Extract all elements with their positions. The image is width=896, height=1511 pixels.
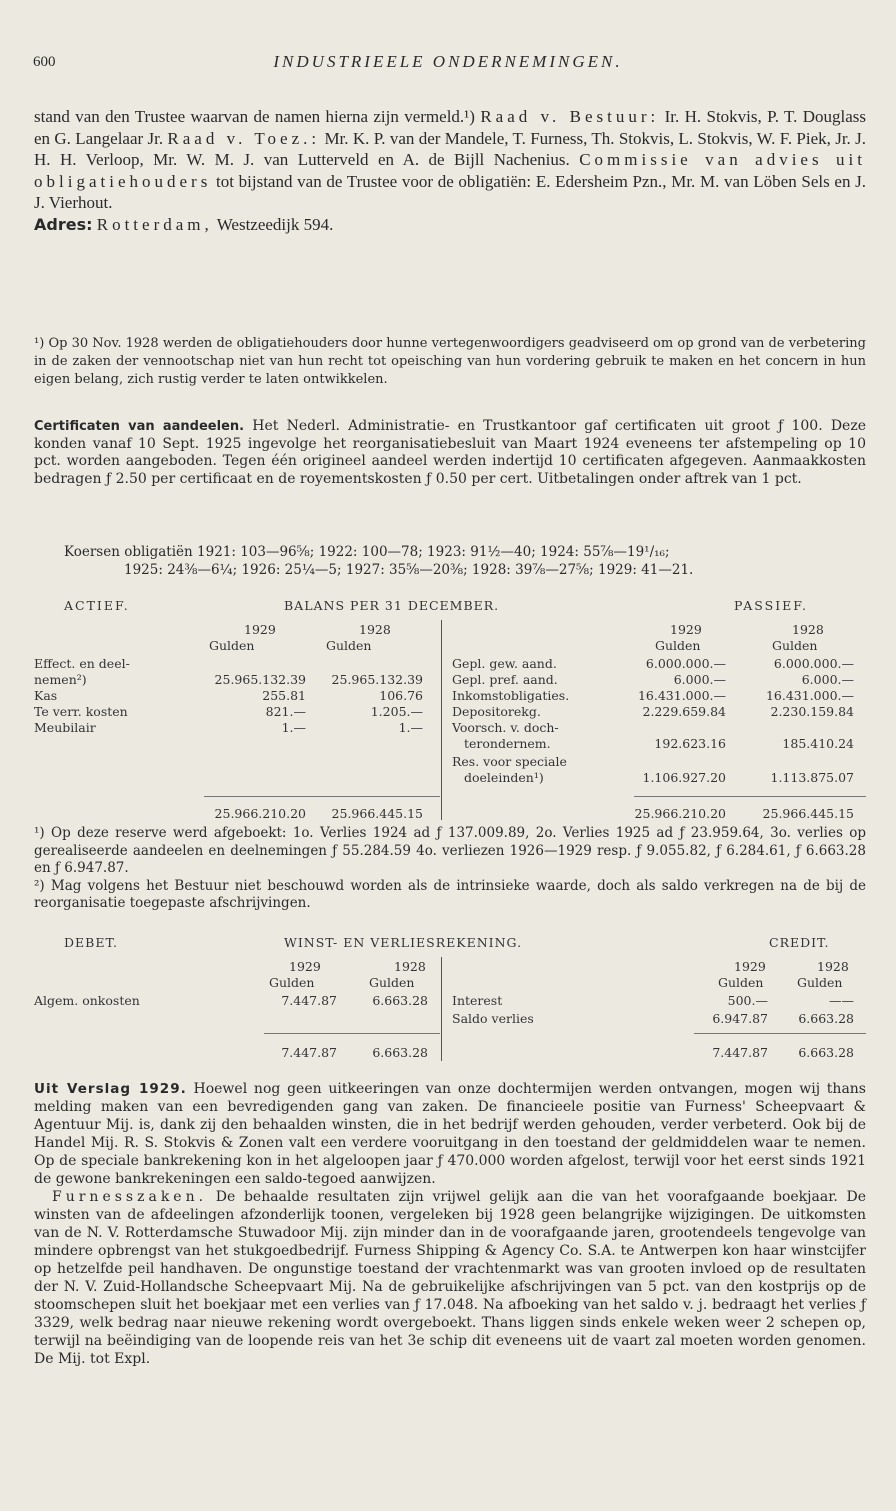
- winst-total-debet-1928: 6.663.28: [372, 1045, 428, 1060]
- balans-passiva-unit2: Gulden: [772, 638, 818, 653]
- activa-row-label: Te verr. kosten: [34, 704, 128, 719]
- passiva-row-value: 6.000.—: [673, 672, 726, 687]
- activa-row-value: 106.76: [379, 688, 423, 703]
- certificaten-label: Certificaten van aandeelen.: [34, 419, 245, 434]
- passiva-row-value: 6.000.000.—: [773, 656, 854, 671]
- activa-row-label: Meubilair: [34, 720, 96, 735]
- verslag-paragraph-2: [34, 1188, 866, 1368]
- credit-row-value: 500.—: [727, 993, 768, 1008]
- page-number: 600: [33, 54, 56, 70]
- balans-notes: [34, 825, 866, 913]
- winst-credit-total-rule: [694, 1033, 866, 1034]
- board-section: [34, 106, 866, 235]
- board-intro: stand van den Trustee waarvan de namen hierna zijn vermeld.¹): [34, 107, 475, 126]
- debet-row-label: Algem. onkosten: [34, 993, 140, 1008]
- debet-label: DEBET.: [64, 935, 118, 950]
- activa-row-value: 25.965.132.39: [214, 672, 306, 687]
- adres-line: [34, 214, 866, 236]
- credit-label: CREDIT.: [769, 935, 830, 950]
- koersen-line-2: 1925: 24⅜—6¼; 1926: 25¼—5; 1927: 35⅝—20⅜; 1928: 39⅞—27⅝; 1929: 41—21.: [124, 562, 694, 578]
- credit-row-value: 6.663.28: [798, 1011, 854, 1026]
- activa-row-label: nemen²): [34, 672, 87, 687]
- activa-row-value: 821.—: [265, 704, 306, 719]
- passiva-row-value: 16.431.000.—: [637, 688, 726, 703]
- balans-passiva-unit1: Gulden: [655, 638, 701, 653]
- credit-row-label: Interest: [452, 993, 503, 1008]
- adres-city: Rotterdam,: [96, 214, 213, 234]
- commissie-label: Commissie van advies uit obligatiehouders: [34, 150, 866, 191]
- koersen: [34, 543, 866, 579]
- balans-activa-total-rule: [204, 796, 440, 797]
- credit-row-label: Saldo verlies: [452, 1011, 534, 1026]
- balans-note-2: ²) Mag volgens het Bestuur niet beschouwd worden als de intrinsieke waarde, doch als saldo verkregen na de bij de reorganisatie toegepaste afschrijvingen.: [34, 877, 866, 911]
- passiva-row-label: Voorsch. v. doch-: [452, 720, 559, 735]
- balans-title: BALANS PER 31 DECEMBER.: [284, 598, 500, 613]
- adres-label: Adres:: [34, 214, 93, 234]
- winst-divider: [441, 957, 442, 1061]
- balans-table: [34, 598, 866, 828]
- certificaten-section: [34, 418, 866, 488]
- passiva-row-label: Depositorekg.: [452, 704, 541, 719]
- passiva-row-value: 6.000.—: [801, 672, 854, 687]
- debet-row-value: 6.663.28: [372, 993, 428, 1008]
- raad-bestuur-label: Raad v. Bestuur:: [480, 107, 660, 126]
- running-title: INDUSTRIEELE ONDERNEMINGEN.: [273, 52, 623, 71]
- balans-passiva-year2: 1928: [792, 622, 824, 637]
- verslag-text-2: De behaalde resultaten zijn vrijwel gelijk aan die van het voorafgaande boekjaar. De winsten van de afdeelingen afzonderlijk toonen, vergeleken bij 1928 geen belangrijke wijzigingen. De uitkomsten van de N. V. Rotterdamsche Stuwadoor Mij. zijn minder dan in de voorafgaande jaren, grootendeels tengevolge van mindere opbrengst van het stukgoedbedrijf. Furness Shipping & Agency Co. S.A. te Antwerpen kon haar winstcijfer op hetzelfde peil handhaven. De ongunstige toestand der vrachtenmarkt was van grooten invloed op de resultaten der N. V. Zuid-Hollandsche Scheepvaart Mij. Na de gebruikelijke afschrijvingen van 5 pct. van den kostprijs op de stoomschepen sluit het boekjaar met een verlies van ƒ 17.048. Na afboeking van het saldo v. j. bedraagt het verlies ƒ 3329, welk bedrag naar nieuwe rekening wordt overgeboekt. Thans liggen sinds enkele weken weer 2 schepen op, terwijl na beëindiging van de loopende reis van het 3e schip dit eveneens uit de vaart zal moeten worden genomen. De Mij. tot Expl.: [34, 1189, 866, 1367]
- winst-total-credit-1929: 7.447.87: [712, 1045, 768, 1060]
- debet-row-value: 7.447.87: [281, 993, 337, 1008]
- balans-activa-unit1: Gulden: [209, 638, 255, 653]
- balans-total-activa-1928: 25.966.445.15: [331, 806, 423, 821]
- passiva-row-value: 2.229.659.84: [642, 704, 726, 719]
- certificaten-text: Het Nederl. Administratie- en Trustkantoor gaf certificaten uit groot ƒ 100. Deze konden vanaf 10 Sept. 1925 ingevolge het reorganisatiebesluit van Maart 1924 eveneens ter afstempeling op 10 pct. worden aangeboden. Tegen één origineel aandeel werden indertijd 10 certificaten afgegeven. Aanmaakkosten bedragen ƒ 2.50 per certificaat en de royementskosten ƒ 0.50 per cert. Uitbetalingen onder aftrek van 1 pct.: [34, 418, 867, 487]
- adres-street: Westzeedijk 594.: [216, 214, 334, 234]
- koersen-line-1: Koersen obligatiën 1921: 103—96⅝; 1922: 100—78; 1923: 91½—40; 1924: 55⅞—19¹/₁₆;: [64, 544, 670, 560]
- balans-divider: [441, 620, 442, 820]
- winst-credit-unit1: Gulden: [718, 975, 764, 990]
- balans-note-1: ¹) Op deze reserve werd afgeboekt: 1o. Verlies 1924 ad ƒ 137.009.89, 2o. Verlies 1925 ad ƒ 23.959.64, 3o. verlies op gerealiseerde aandeelen en deelnemingen ƒ 55.284.59 4o. verliezen 1926—1929 resp. ƒ 9.055.82, ƒ 6.284.61, ƒ 6.663.28 en ƒ 6.947.87.: [34, 825, 866, 876]
- passiva-row-label: terondernem.: [464, 736, 551, 751]
- winst-debet-unit2: Gulden: [369, 975, 415, 990]
- running-header: [0, 48, 896, 78]
- winst-credit-unit2: Gulden: [797, 975, 843, 990]
- passiva-row-value: 6.000.000.—: [645, 656, 726, 671]
- winst-total-debet-1929: 7.447.87: [281, 1045, 337, 1060]
- raad-bestuur: Ir. H. Stokvis, P. T. Douglass en G. Langelaar Jr.: [34, 107, 867, 148]
- activa-row-value: 1.—: [398, 720, 423, 735]
- passiva-row-label: doeleinden¹): [464, 770, 544, 785]
- winst-total-credit-1928: 6.663.28: [798, 1045, 854, 1060]
- balans-activa-unit2: Gulden: [326, 638, 372, 653]
- activa-row-value: 1.205.—: [370, 704, 423, 719]
- footnote-1: [34, 335, 866, 389]
- winst-credit-year1: 1929: [734, 959, 766, 974]
- verslag-label: Uit Verslag 1929.: [34, 1081, 187, 1097]
- verslag-paragraph-1: [34, 1080, 866, 1188]
- certificaten-paragraph: [34, 418, 866, 488]
- verslag-text-1: Hoewel nog geen uitkeeringen van onze dochtermijen werden ontvangen, mogen wij thans melding maken van een bevredigenden gang van zaken. De financieele positie van Furness' Scheepvaart & Agentuur Mij. is, dank zij den behaalden winsten, die in het bedrijf werden gehouden, verder verbeterd. Ook bij de Handel Mij. R. S. Stokvis & Zonen valt een verdere vooruitgang in den toestand der geldmiddelen waar te nemen. Op de speciale bankrekening kon in het algeloopen jaar ƒ 470.000 worden afgelost, terwijl voor het eerst sinds 1921 de gewone bankrekeningen een saldo-tegoed aanwijzen.: [34, 1081, 866, 1187]
- winst-title: WINST- EN VERLIESREKENING.: [284, 935, 523, 950]
- passiva-row-value: 1.106.927.20: [642, 770, 726, 785]
- commissie: tot bijstand van de Trustee voor de obligatiën: E. Edersheim Pzn., Mr. M. van Löben Sels en J. J. Vierhout.: [34, 171, 866, 212]
- balans-activa-year1: 1929: [244, 622, 276, 637]
- passiva-row-value: 16.431.000.—: [765, 688, 854, 703]
- raad-toezicht-label: Raad v. Toez.:: [167, 128, 321, 148]
- credit-row-value: 6.947.87: [712, 1011, 768, 1026]
- winst-credit-year2: 1928: [817, 959, 849, 974]
- activa-row-value: 25.965.132.39: [331, 672, 423, 687]
- winst-table: [34, 935, 866, 1065]
- passiva-label: PASSIEF.: [734, 598, 808, 613]
- balans-passiva-year1: 1929: [670, 622, 702, 637]
- passiva-row-value: 2.230.159.84: [770, 704, 854, 719]
- furness-label: Furnesszaken.: [52, 1189, 208, 1205]
- passiva-row-label: Gepl. pref. aand.: [452, 672, 558, 687]
- passiva-row-label: Gepl. gew. aand.: [452, 656, 557, 671]
- board-paragraph: [34, 106, 866, 214]
- passiva-row-label: Res. voor speciale: [452, 754, 567, 769]
- activa-row-label: Effect. en deel-: [34, 656, 130, 671]
- activa-label: ACTIEF.: [64, 598, 130, 613]
- balans-passiva-total-rule: [634, 796, 866, 797]
- winst-debet-total-rule: [264, 1033, 440, 1034]
- verslag-section: [34, 1080, 866, 1368]
- balans-total-passiva-1928: 25.966.445.15: [762, 806, 854, 821]
- balans-total-passiva-1929: 25.966.210.20: [634, 806, 726, 821]
- passiva-row-value: 192.623.16: [654, 736, 726, 751]
- raad-toezicht: Mr. K. P. van der Mandele, T. Furness, Th. Stokvis, L. Stokvis, W. F. Piek, Jr. J. H. H. Verloop, Mr. W. M. J. van Lutterveld en A. de Bijll Nachenius.: [34, 128, 866, 169]
- winst-debet-year1: 1929: [289, 959, 321, 974]
- credit-row-value: ——: [829, 993, 854, 1008]
- balans-total-activa-1929: 25.966.210.20: [214, 806, 306, 821]
- activa-row-label: Kas: [34, 688, 58, 703]
- passiva-row-label: Inkomstobligaties.: [452, 688, 570, 703]
- activa-row-value: 1.—: [281, 720, 306, 735]
- winst-debet-unit1: Gulden: [269, 975, 315, 990]
- balans-activa-year2: 1928: [359, 622, 391, 637]
- footnote-1-text: ¹) Op 30 Nov. 1928 werden de obligatiehouders door hunne vertegenwoordigers geadviseerd om op grond van de verbetering in de zaken der vennootschap niet van hun recht tot opeisching van hun vordering gebruik te maken en het concern in hun eigen belang, zich rustig verder te laten ontwikkelen.: [34, 336, 866, 387]
- winst-debet-year2: 1928: [394, 959, 426, 974]
- passiva-row-value: 185.410.24: [782, 736, 854, 751]
- activa-row-value: 255.81: [262, 688, 306, 703]
- passiva-row-value: 1.113.875.07: [770, 770, 854, 785]
